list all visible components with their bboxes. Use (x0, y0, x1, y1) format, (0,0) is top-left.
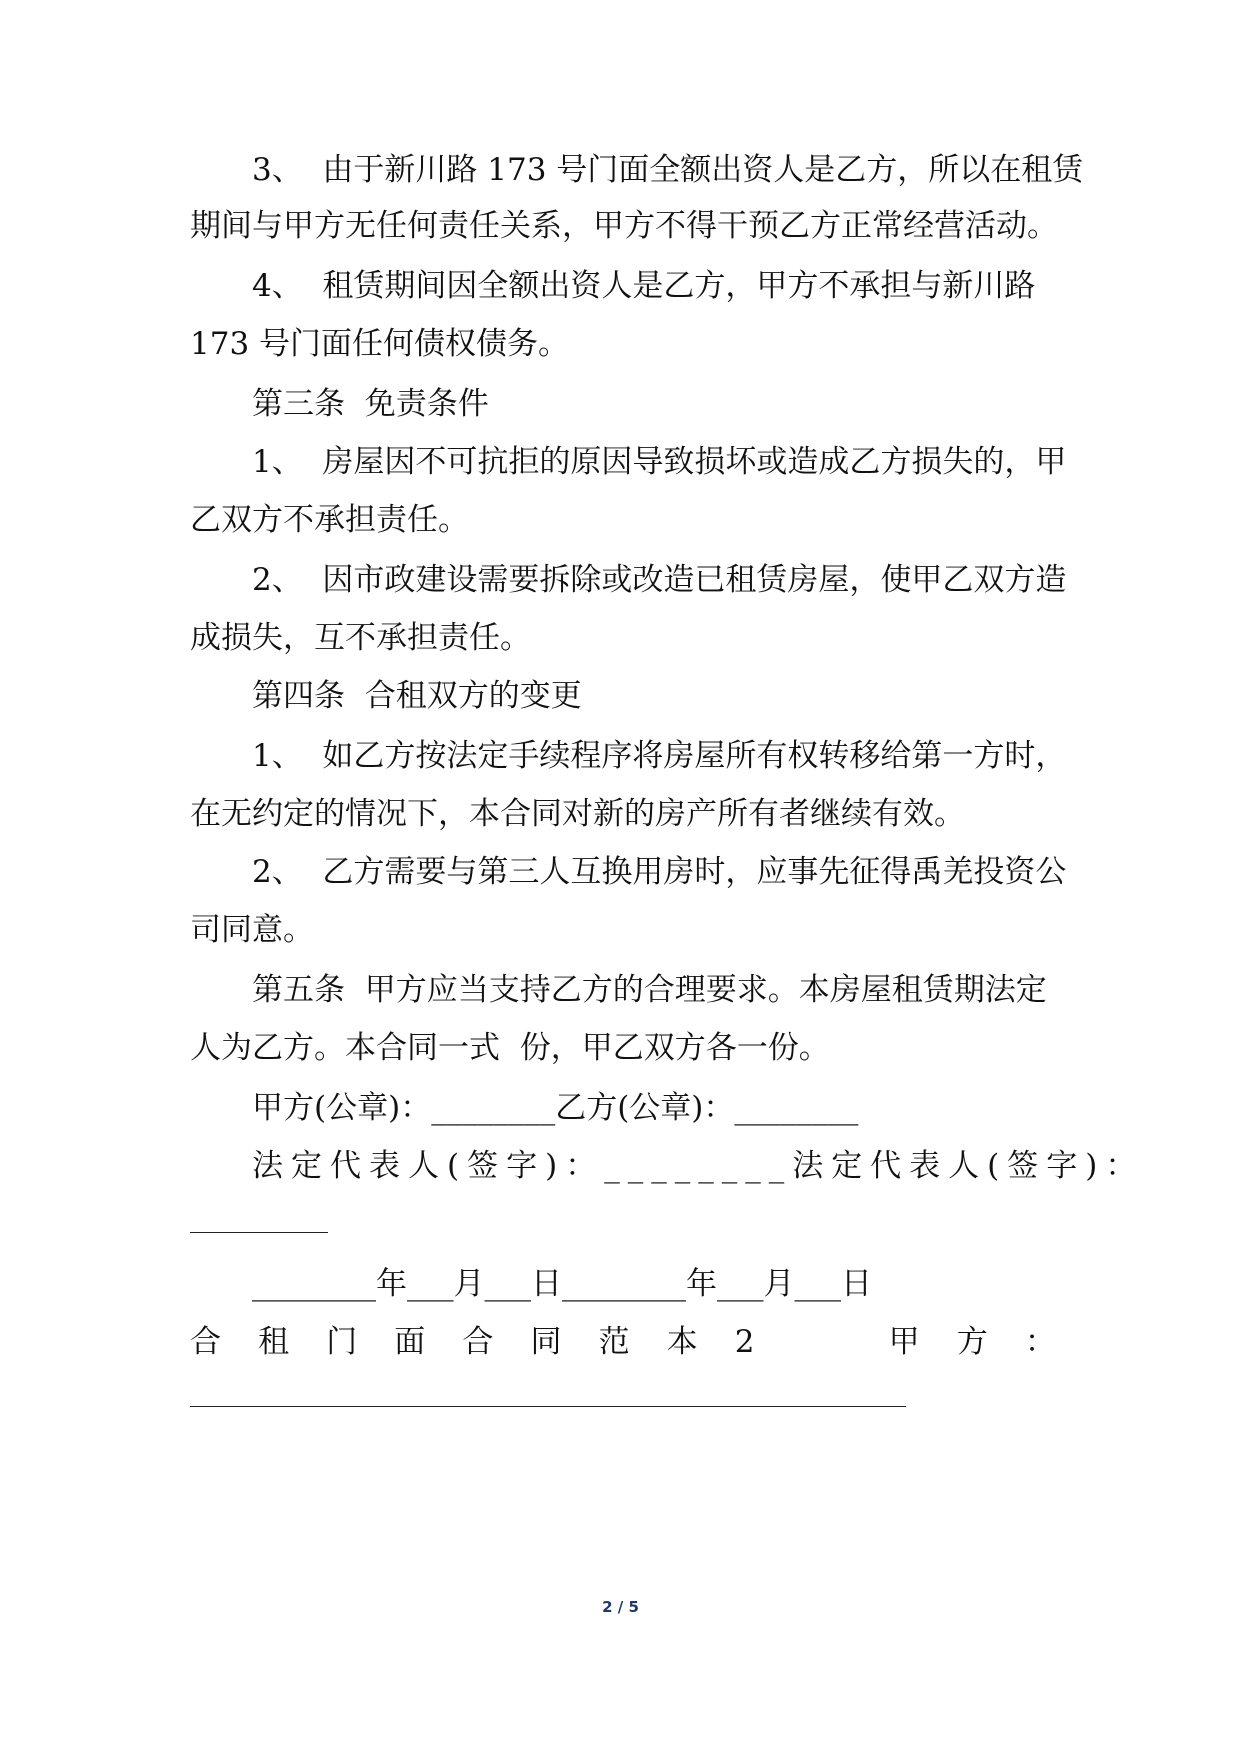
contract-title-char: 合 (190, 1324, 221, 1360)
paragraph-line: 乙双方不承担责任。 (190, 502, 469, 538)
contract-title-char: 范 (598, 1324, 630, 1360)
contract-title-gap (792, 1322, 852, 1362)
paragraph-line: 3、 由于新川路 173 号门面全额出资人是乙方，所以在租赁 (252, 152, 1084, 188)
contract-title-char: 甲 (888, 1324, 920, 1360)
paragraph-line: 成损失，互不承担责任。 (190, 620, 531, 656)
signature-line-representative: 法定代表人(签字)：________法定代表人(签字)： (252, 1148, 1145, 1184)
date-line: ________年___月___日________年___月___日 (252, 1266, 872, 1302)
paragraph-line: 2、 因市政建设需要拆除或改造已租赁房屋，使甲乙双方造 (252, 562, 1067, 598)
contract-title-char: 面 (394, 1324, 426, 1360)
paragraph-line: 在无约定的情况下，本合同对新的房产所有者继续有效。 (190, 796, 965, 832)
contract-title-row (190, 1322, 1056, 1362)
paragraph-line: 期间与甲方无任何责任关系，甲方不得干预乙方正常经营活动。 (190, 208, 1058, 244)
contract-title-char: ： (1024, 1324, 1056, 1360)
contract-title-char: 租 (258, 1324, 290, 1360)
party-a-underline (190, 1406, 906, 1407)
contract-title-char: 合 (462, 1324, 494, 1360)
paragraph-line: 2、 乙方需要与第三人互换用房时，应事先征得禹羌投资公 (252, 854, 1067, 890)
signature-underline (190, 1232, 328, 1233)
contract-title-char: 方 (956, 1324, 988, 1360)
contract-title-char: 同 (530, 1324, 562, 1360)
contract-title-char: 门 (326, 1324, 358, 1360)
paragraph-line: 1、 房屋因不可抗拒的原因导致损坏或造成乙方损失的，甲 (252, 444, 1067, 480)
section-heading: 第三条 免责条件 (252, 386, 489, 422)
section-heading: 第五条 甲方应当支持乙方的合理要求。本房屋租赁期法定 (252, 972, 1047, 1008)
paragraph-line: 1、 如乙方按法定手续程序将房屋所有权转移给第一方时， (252, 738, 1067, 774)
paragraph-line: 4、 租赁期间因全额出资人是乙方，甲方不承担与新川路 (252, 268, 1036, 304)
page-number: 2 / 5 (602, 1598, 639, 1616)
signature-line-seal: 甲方(公章)：________乙方(公章)：________ (252, 1090, 859, 1126)
contract-title-char: 2 (734, 1324, 755, 1360)
paragraph-line: 173 号门面任何债权债务。 (190, 326, 570, 362)
contract-title-char: 本 (666, 1324, 698, 1360)
paragraph-line: 人为乙方。本合同一式 份，甲乙双方各一份。 (190, 1030, 830, 1066)
section-heading: 第四条 合租双方的变更 (252, 678, 582, 714)
paragraph-line: 司同意。 (190, 912, 314, 948)
